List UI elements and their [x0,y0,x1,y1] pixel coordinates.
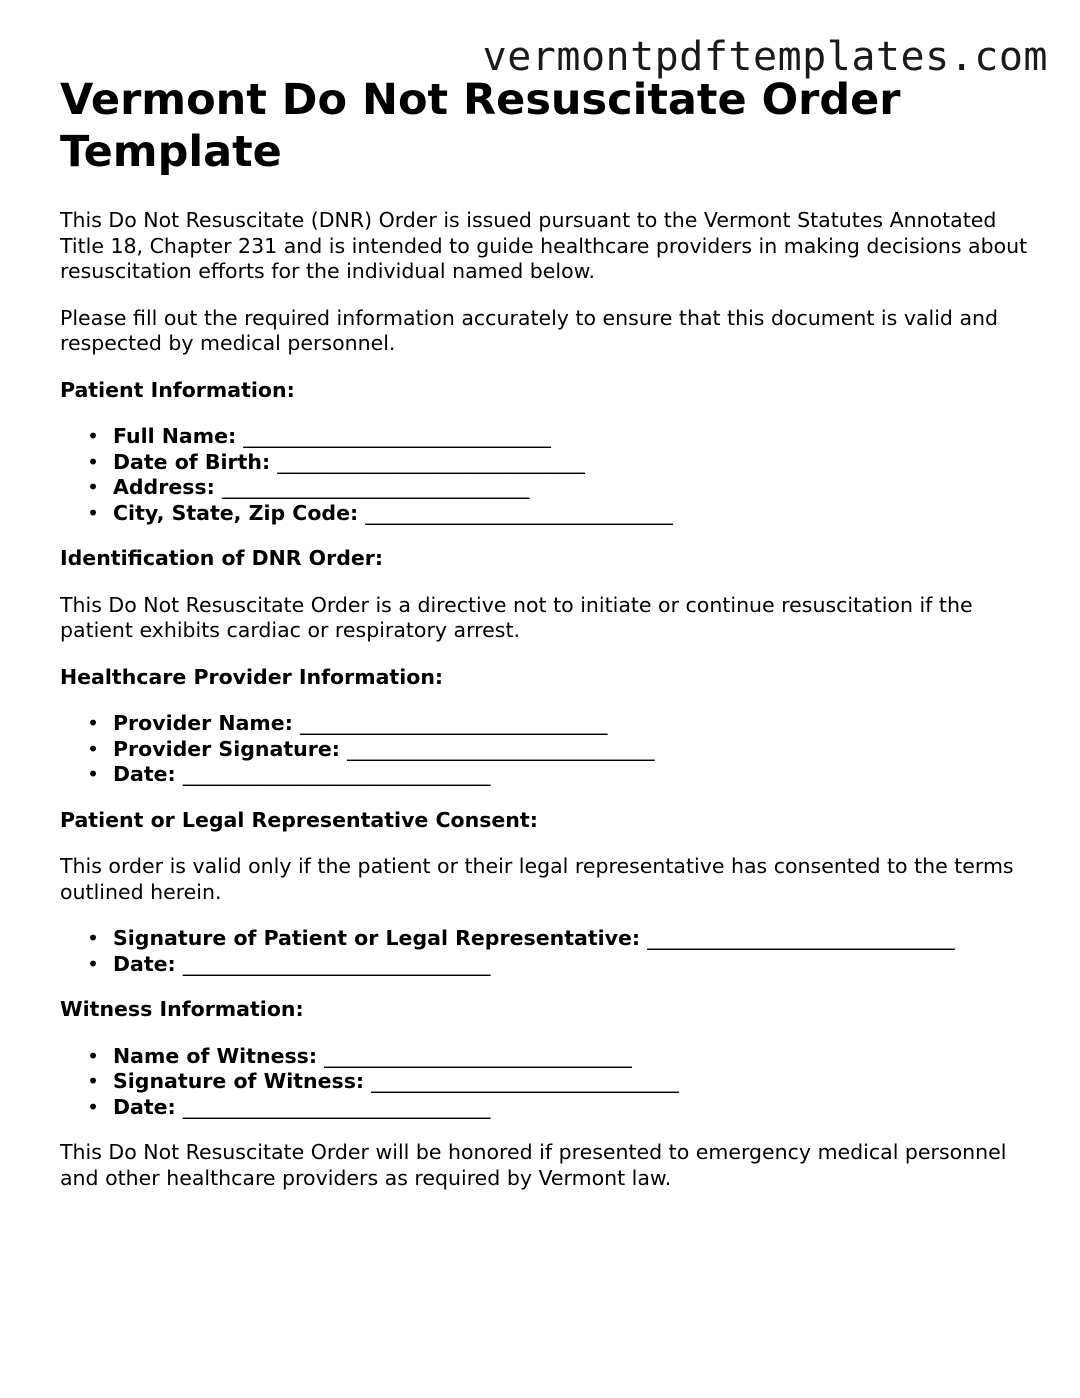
fill-in-blank[interactable]: ______________________________ [365,500,673,525]
field-patient-signature [87,926,1030,952]
field-label: Full Name: [113,424,237,448]
bullet-icon: • [87,1069,100,1093]
fill-in-blank[interactable]: ______________________________ [182,951,491,976]
fill-in-blank[interactable]: ______________________________ [277,449,585,474]
consent-heading: Patient or Legal Representative Consent: [60,807,538,832]
field-label: Date: [113,951,176,976]
patient-info-list [60,424,1030,526]
field-witness-date [87,1094,1030,1121]
fill-in-blank[interactable]: ______________________________ [182,762,491,786]
identification-paragraph: This Do Not Resuscitate Order is a directive not to initiate or continue resuscitation if the patient exhibits cardiac or respiratory arrest. [60,592,973,642]
field-address [87,475,1030,501]
instructions-paragraph: Please fill out the required information accurately to ensure that this document is valid and respected by medical personnel. [60,305,999,355]
provider-info-list [60,711,1030,788]
field-witness-signature [87,1069,1030,1095]
provider-info-heading: Healthcare Provider Information: [60,664,444,689]
bullet-icon: • [87,1094,100,1119]
field-provider-signature [87,736,1030,763]
consent-list [60,926,1030,977]
field-label: Date of Birth: [113,449,271,474]
fill-in-blank[interactable]: ______________________________ [221,475,530,499]
field-label: City, State, Zip Code: [113,500,359,525]
field-provider-name [87,711,1030,737]
bullet-icon: • [87,736,100,761]
closing-paragraph: This Do Not Resuscitate Order will be honored if presented to emergency medical personnel and other healthcare providers as required by Vermont law. [60,1140,1007,1190]
fill-in-blank[interactable]: ______________________________ [324,1043,632,1068]
bullet-icon: • [87,424,100,448]
bullet-icon: • [87,926,100,950]
bullet-icon: • [87,500,100,525]
field-label: Provider Name: [113,711,293,735]
field-consent-date [87,951,1030,978]
witness-info-list [60,1044,1030,1121]
field-provider-date [87,762,1030,788]
field-date-of-birth [87,449,1030,476]
identification-heading: Identification of DNR Order: [60,546,384,570]
field-full-name [87,424,1030,450]
bullet-icon: • [87,762,100,786]
bullet-icon: • [87,1043,100,1068]
field-city-state-zip [87,500,1030,527]
fill-in-blank[interactable]: ______________________________ [647,926,955,950]
field-label: Name of Witness: [113,1043,318,1068]
document-title: Vermont Do Not Resuscitate Order Template [60,75,901,177]
witness-info-heading: Witness Information: [60,997,304,1021]
field-label: Date: [113,1094,176,1119]
field-label: Signature of Witness: [113,1069,365,1093]
fill-in-blank[interactable]: ______________________________ [182,1094,491,1119]
field-label: Signature of Patient or Legal Representative: [113,926,641,950]
intro-paragraph: This Do Not Resuscitate (DNR) Order is issued pursuant to the Vermont Statutes Annotated Title 18, Chapter 231 and is intended to guide healthcare providers in making decisions about resuscitation efforts for the individual named below. [60,208,1028,283]
consent-paragraph: This order is valid only if the patient or their legal representative has consented to the terms outlined herein. [60,854,1014,904]
field-label: Address: [113,475,215,499]
bullet-icon: • [87,449,100,474]
field-label: Provider Signature: [113,736,340,761]
patient-info-heading: Patient Information: [60,377,295,402]
watermark-text: vermontpdftemplates.com [482,34,1048,80]
bullet-icon: • [87,475,100,499]
fill-in-blank[interactable]: ______________________________ [371,1069,679,1093]
bullet-icon: • [87,711,100,735]
fill-in-blank[interactable]: ______________________________ [347,736,655,761]
field-label: Date: [113,762,176,786]
fill-in-blank[interactable]: ______________________________ [300,711,608,735]
fill-in-blank[interactable]: ______________________________ [243,424,551,448]
document-page [60,74,1030,1212]
bullet-icon: • [87,951,100,976]
field-witness-name [87,1043,1030,1070]
